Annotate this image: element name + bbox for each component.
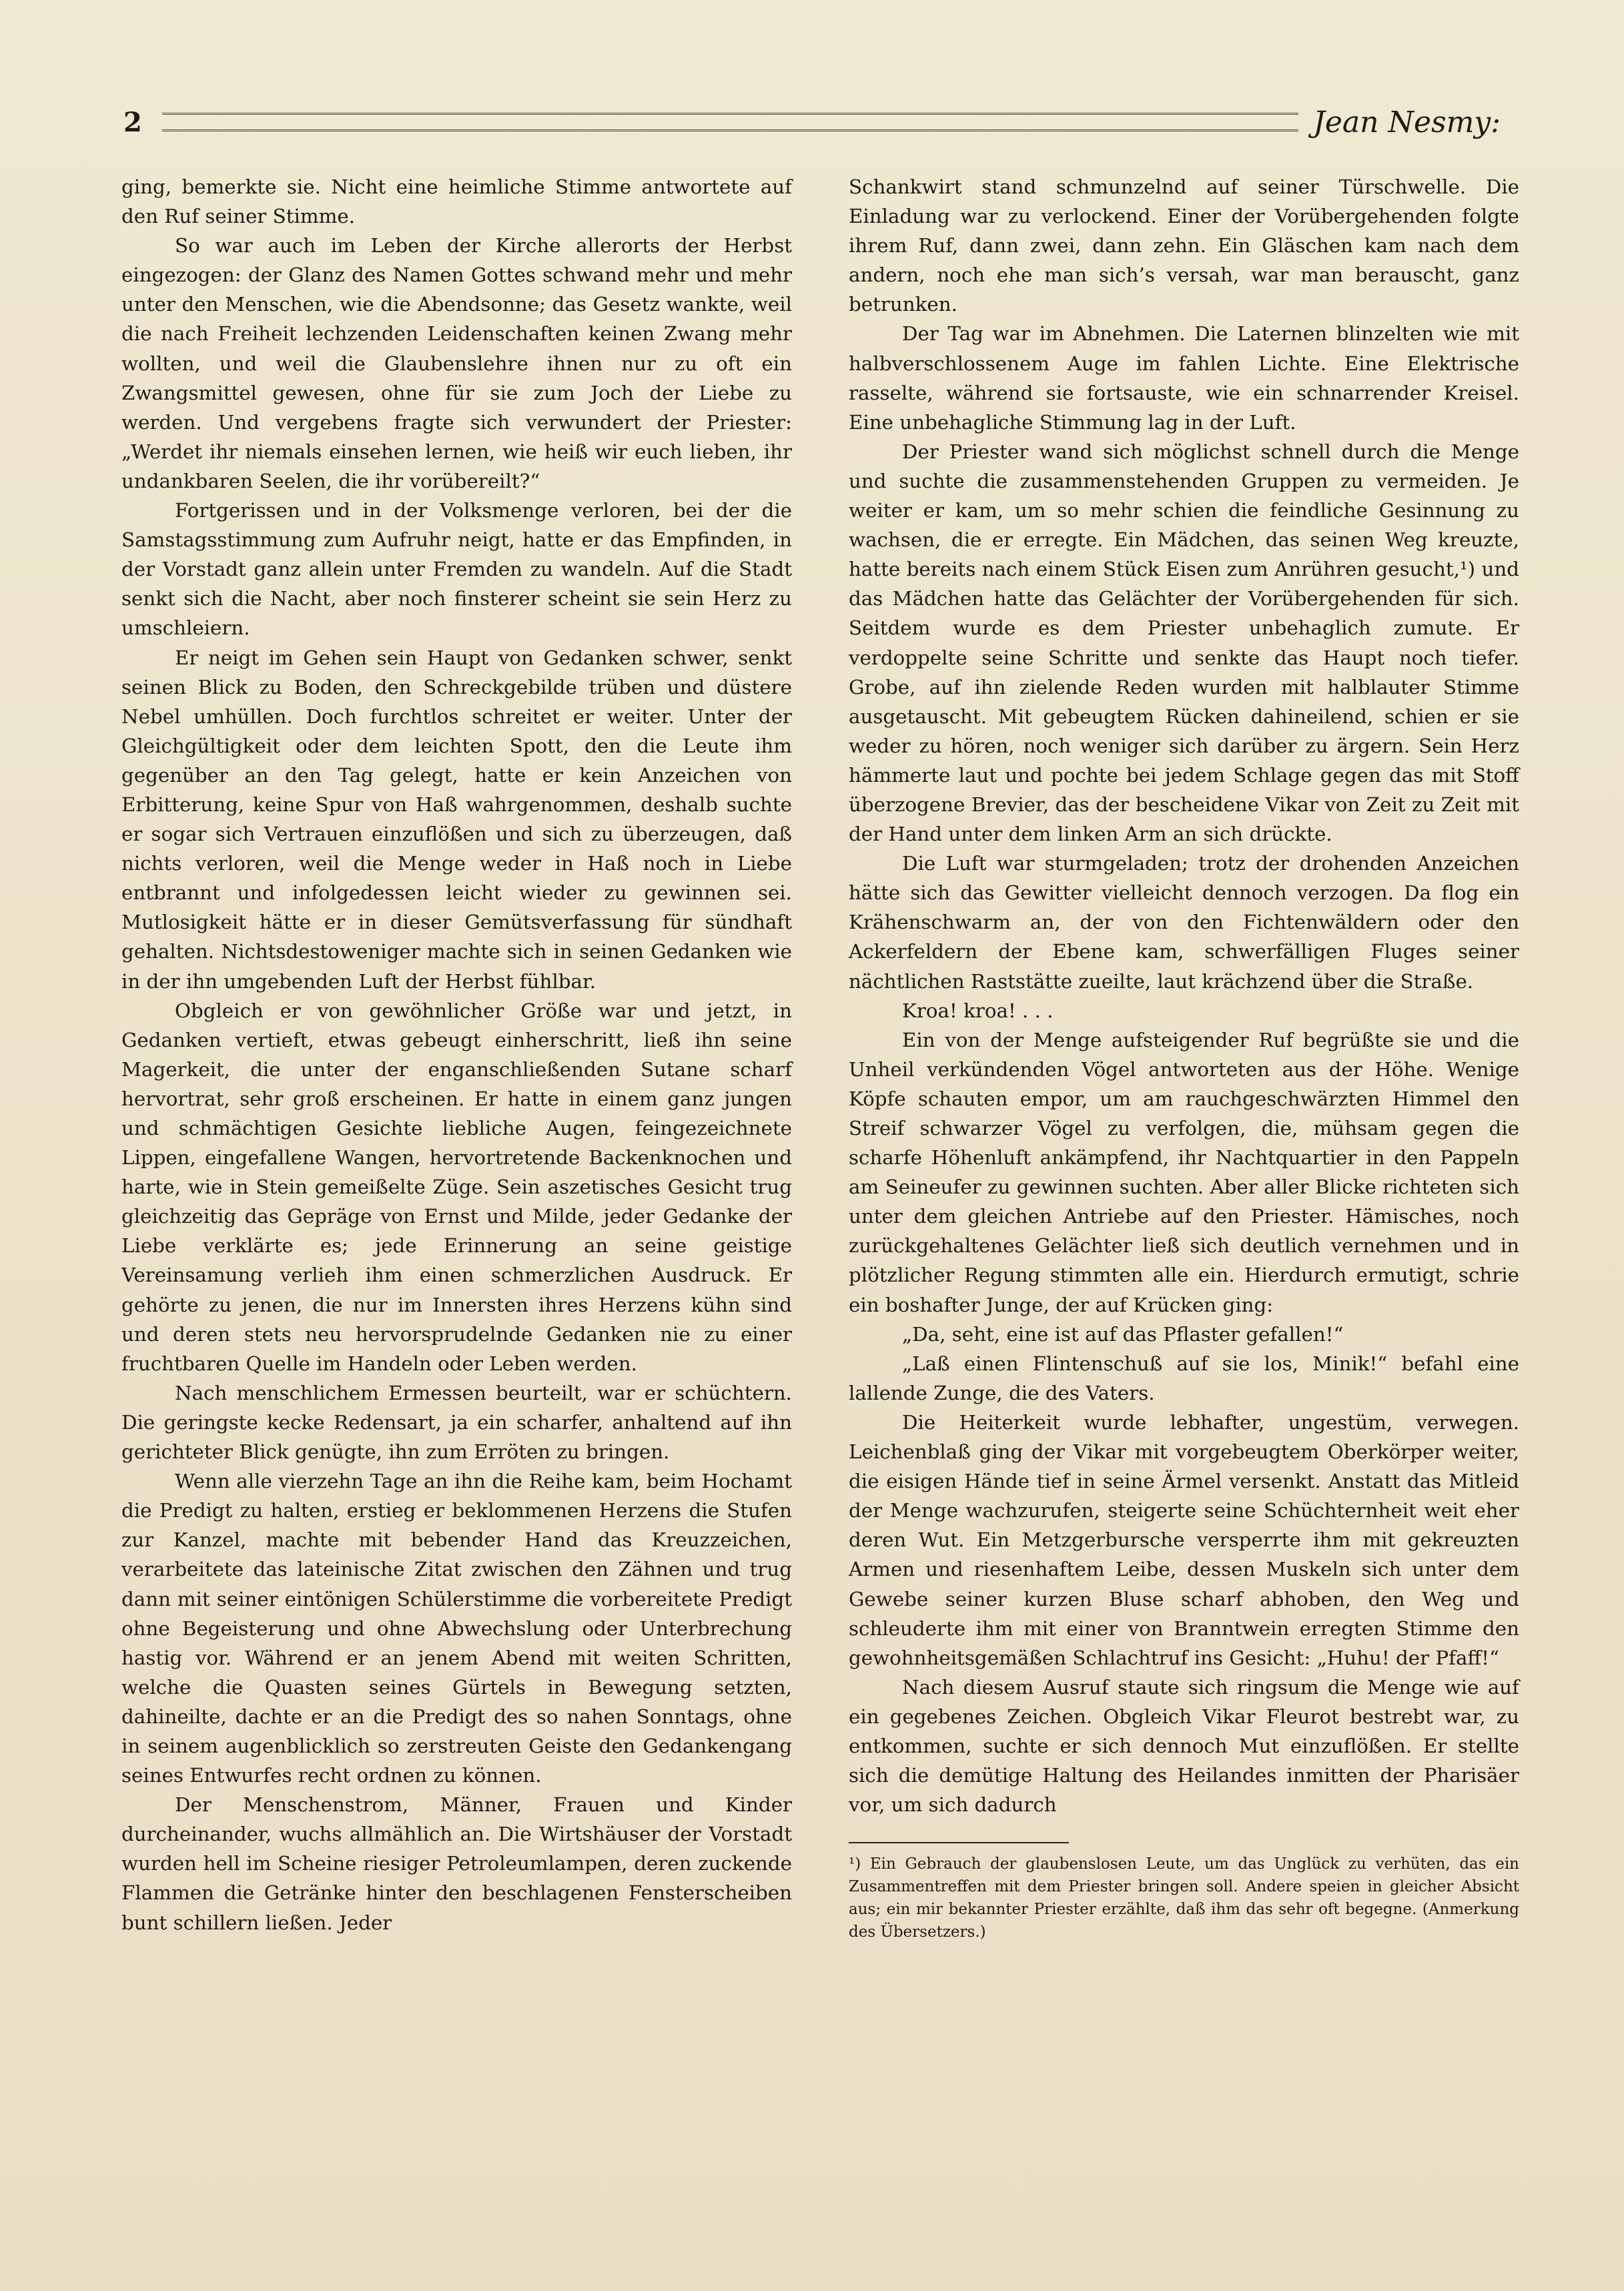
paragraph: „Da, seht, eine ist auf das Pflaster gefallen!“ (902, 1322, 1344, 1346)
paragraph: Der Tag war im Abnehmen. Die Laternen blinzelten wie mit halbverschlossenem Auge im fahlen Lichte. Eine Elektrische rasselte, während sie fortsauste, wie ein schnarrender Kreisel. Eine unbehagliche Stimmung lag in der Luft. (849, 322, 1519, 434)
page-header (123, 99, 1501, 145)
paragraph: Die Heiterkeit wurde lebhafter, ungestüm, verwegen. Leichenblaß ging der Vikar mit vorgebeugtem Oberkörper weiter, die eisigen Hände tief in seine Ärmel versenkt. Anstatt das Mitleid der Menge wachzurufen, steigerte seine Schüchternheit weit eher deren Wut. Ein Metzgerbursche versperrte ihm mit gekreuzten Armen und riesenhaftem Leibe, dessen Muskeln sich unter dem Gewebe seiner kurzen Bluse scharf abhoben, den Weg und schleuderte ihm mit einer von Branntwein erregten Stimme den gewohnheitsgemäßen Schlachtruf ins Gesicht: „Huhu! der Pfaff!“ (849, 1410, 1519, 1669)
paragraph: So war auch im Leben der Kirche allerorts der Herbst eingezogen: der Glanz des Namen Gottes schwand mehr und mehr unter den Menschen, wie die Abendsonne; das Gesetz wankte, weil die nach Freiheit lechzenden Leidenschaften keinen Zwang mehr wollten, und weil die Glaubenslehre ihnen nur zu oft ein Zwangsmittel gewesen, ohne für sie zum Joch der Liebe zu werden. Und vergebens fragte sich verwundert der Priester: „Werdet ihr niemals einsehen lernen, wie heiß wir euch lieben, ihr undankbaren Seelen, die ihr vorübereilt?“ (121, 234, 792, 492)
page-number: 2 (123, 106, 142, 138)
footnote-rule (849, 1842, 1069, 1843)
paragraph: Fortgerissen und in der Volksmenge verloren, bei der die Samstagsstimmung zum Aufruhr neigt, hatte er das Empfinden, in der Vorstadt ganz allein unter Fremden zu wandeln. Auf die Stadt senkt sich die Nacht, aber noch finsterer scheint sie sein Herz zu umschleiern. (121, 499, 792, 640)
paragraph: Ein von der Menge aufsteigender Ruf begrüßte sie und die Unheil verkündenden Vögel antworteten aus der Höhe. Wenige Köpfe schauten empor, um am rauchgeschwärzten Himmel den Streif schwarzer Vögel zu verfolgen, die, mühsam gegen die scharfe Höhenluft ankämpfend, ihr Nachtquartier in den Pappeln am Seineufer zu gewinnen suchten. Aber aller Blicke richteten sich unter dem gleichen Antriebe auf den Priester. Hämisches, noch zurückgehaltenes Gelächter ließ sich deutlich vernehmen und in plötzlicher Regung stimmten alle ein. Hierdurch ermutigt, schrie ein boshafter Junge, der auf Krücken ging: (849, 1028, 1519, 1316)
paragraph: Wenn alle vierzehn Tage an ihn die Reihe kam, beim Hochamt die Predigt zu halten, erstieg er beklommenen Herzens die Stufen zur Kanzel, machte mit bebender Hand das Kreuzzeichen, verarbeitete das lateinische Zitat zwischen den Zähnen und trug dann mit seiner eintönigen Schülerstimme die vorbereitete Predigt ohne Begeisterung und ohne Abwechslung oder Unterbrechung hastig vor. Während er an jenem Abend mit weiten Schritten, welche die Quasten seines Gürtels in Bewegung setzten, dahineilte, dachte er an die Predigt des so nahen Sonntags, ohne in seinem augenblicklich so zerstreuten Geiste den Gedankengang seines Entwurfes recht ordnen zu können. (121, 1470, 792, 1787)
right-column (849, 172, 1519, 1943)
paragraph: Er neigt im Gehen sein Haupt von Gedanken schwer, senkt seinen Blick zu Boden, den Schreckgebilde trüben und düstere Nebel umhüllen. Doch furchtlos schreitet er weiter. Unter der Gleichgültigkeit oder dem leichten Spott, den die Leute ihm gegenüber an den Tag gelegt, hatte er kein Anzeichen von Erbitterung, keine Spur von Haß wahrgenommen, deshalb suchte er sogar sich Vertrauen einzuflößen und sich zu überzeugen, daß nichts verloren, weil die Menge weder in Haß noch in Liebe entbrannt und infolgedessen leicht wieder zu gewinnen sei. Mutlosigkeit hätte er in dieser Gemütsverfassung für sündhaft gehalten. Nichtsdestoweniger machte sich in seinen Gedanken wie in der ihn umgebenden Luft der Herbst fühlbar. (121, 646, 792, 993)
left-column (121, 172, 792, 1937)
paragraph: „Laß einen Flintenschuß auf sie los, Minik!“ befahl eine lallende Zunge, die des Vaters. (849, 1352, 1519, 1404)
paragraph: Die Luft war sturmgeladen; trotz der drohenden Anzeichen hätte sich das Gewitter vielleicht dennoch verzogen. Da flog ein Krähenschwarm an, der von den Fichtenwäldern oder den Ackerfeldern der Ebene kam, schwerfälligen Fluges seiner nächtlichen Raststätte zueilte, laut krächzend über die Straße. (849, 852, 1519, 993)
header-ornament-rule (162, 113, 1298, 131)
paragraph: Der Priester wand sich möglichst schnell durch die Menge und suchte die zusammenstehenden Gruppen zu vermeiden. Je weiter er kam, um so mehr schien die feindliche Gesinnung zu wachsen, die er erregte. Ein Mädchen, das seinen Weg kreuzte, hatte bereits nach einem Stück Eisen zum Anrühren gesucht,¹) und das Mädchen hatte das Gelächter der Vorübergehenden für sich. Seitdem wurde es dem Priester unbehaglich zumute. Er verdoppelte seine Schritte und senkte das Haupt noch tiefer. Grobe, auf ihn zielende Reden wurden mit halblauter Stimme ausgetauscht. Mit gebeugtem Rücken dahineilend, schien er sie weder zu hören, noch weniger sich darüber zu ärgern. Sein Herz hämmerte laut und pochte bei jedem Schlage gegen das mit Stoff überzogene Brevier, das der bescheidene Vikar von Zeit zu Zeit mit der Hand unter dem linken Arm an sich drückte. (849, 440, 1519, 846)
paragraph: Schankwirt stand schmunzelnd auf seiner Türschwelle. Die Einladung war zu verlockend. Einer der Vorübergehenden folgte ihrem Ruf, dann zwei, dann zehn. Ein Gläschen kam nach dem andern, noch ehe man sich’s versah, war man berauscht, ganz betrunken. (849, 175, 1519, 316)
paragraph: Kroa! kroa! . . . (902, 999, 1054, 1022)
paragraph: Nach diesem Ausruf staute sich ringsum die Menge wie auf ein gegebenes Zeichen. Obgleich Vikar Fleurot bestrebt war, zu entkommen, suchte er sich dennoch Mut einzuflößen. Er stellte sich die demütige Haltung des Heilandes inmitten der Pharisäer vor, um sich dadurch (849, 1675, 1519, 1817)
paragraph: Der Menschenstrom, Männer, Frauen und Kinder durcheinander, wuchs allmählich an. Die Wirtshäuser der Vorstadt wurden hell im Scheine riesiger Petroleumlampen, deren zuckende Flammen die Getränke hinter den beschlagenen Fensterscheiben bunt schillern ließen. Jeder (121, 1793, 792, 1934)
paragraph: Nach menschlichem Ermessen beurteilt, war er schüchtern. Die geringste kecke Redensart, ja ein scharfer, anhaltend auf ihn gerichteter Blick genügte, ihn zum Erröten zu bringen. (121, 1381, 792, 1464)
running-head: Jean Nesmy: (1313, 105, 1501, 139)
footnote: ¹) Ein Gebrauch der glaubenslosen Leute, um das Unglück zu verhüten, das ein Zusammentreffen mit dem Priester bringen soll. Andere speien in gleicher Absicht aus; ein mir bekannter Priester erzählte, daß ihm das sehr oft begegne. (Anmerkung des Übersetzers.) (849, 1855, 1519, 1941)
paragraph: ging, bemerkte sie. Nicht eine heimliche Stimme antwortete auf den Ruf seiner Stimme. (121, 175, 792, 228)
paragraph: Obgleich er von gewöhnlicher Größe war und jetzt, in Gedanken vertieft, etwas gebeugt einherschritt, ließ ihn seine Magerkeit, die unter der enganschließenden Sutane scharf hervortrat, sehr groß erscheinen. Er hatte in einem ganz jungen und schmächtigen Gesichte liebliche Augen, feingezeichnete Lippen, eingefallene Wangen, hervortretende Backenknochen und harte, wie in Stein gemeißelte Züge. Sein aszetisches Gesicht trug gleichzeitig das Gepräge von Ernst und Milde, jeder Gedanke der Liebe verklärte es; jede Erinnerung an seine geistige Vereinsamung verlieh ihm einen schmerzlichen Ausdruck. Er gehörte zu jenen, die nur im Innersten ihres Herzens kühn sind und deren stets neu hervorsprudelnde Gedanken nie zu einer fruchtbaren Quelle im Handeln oder Leben werden. (121, 999, 792, 1375)
